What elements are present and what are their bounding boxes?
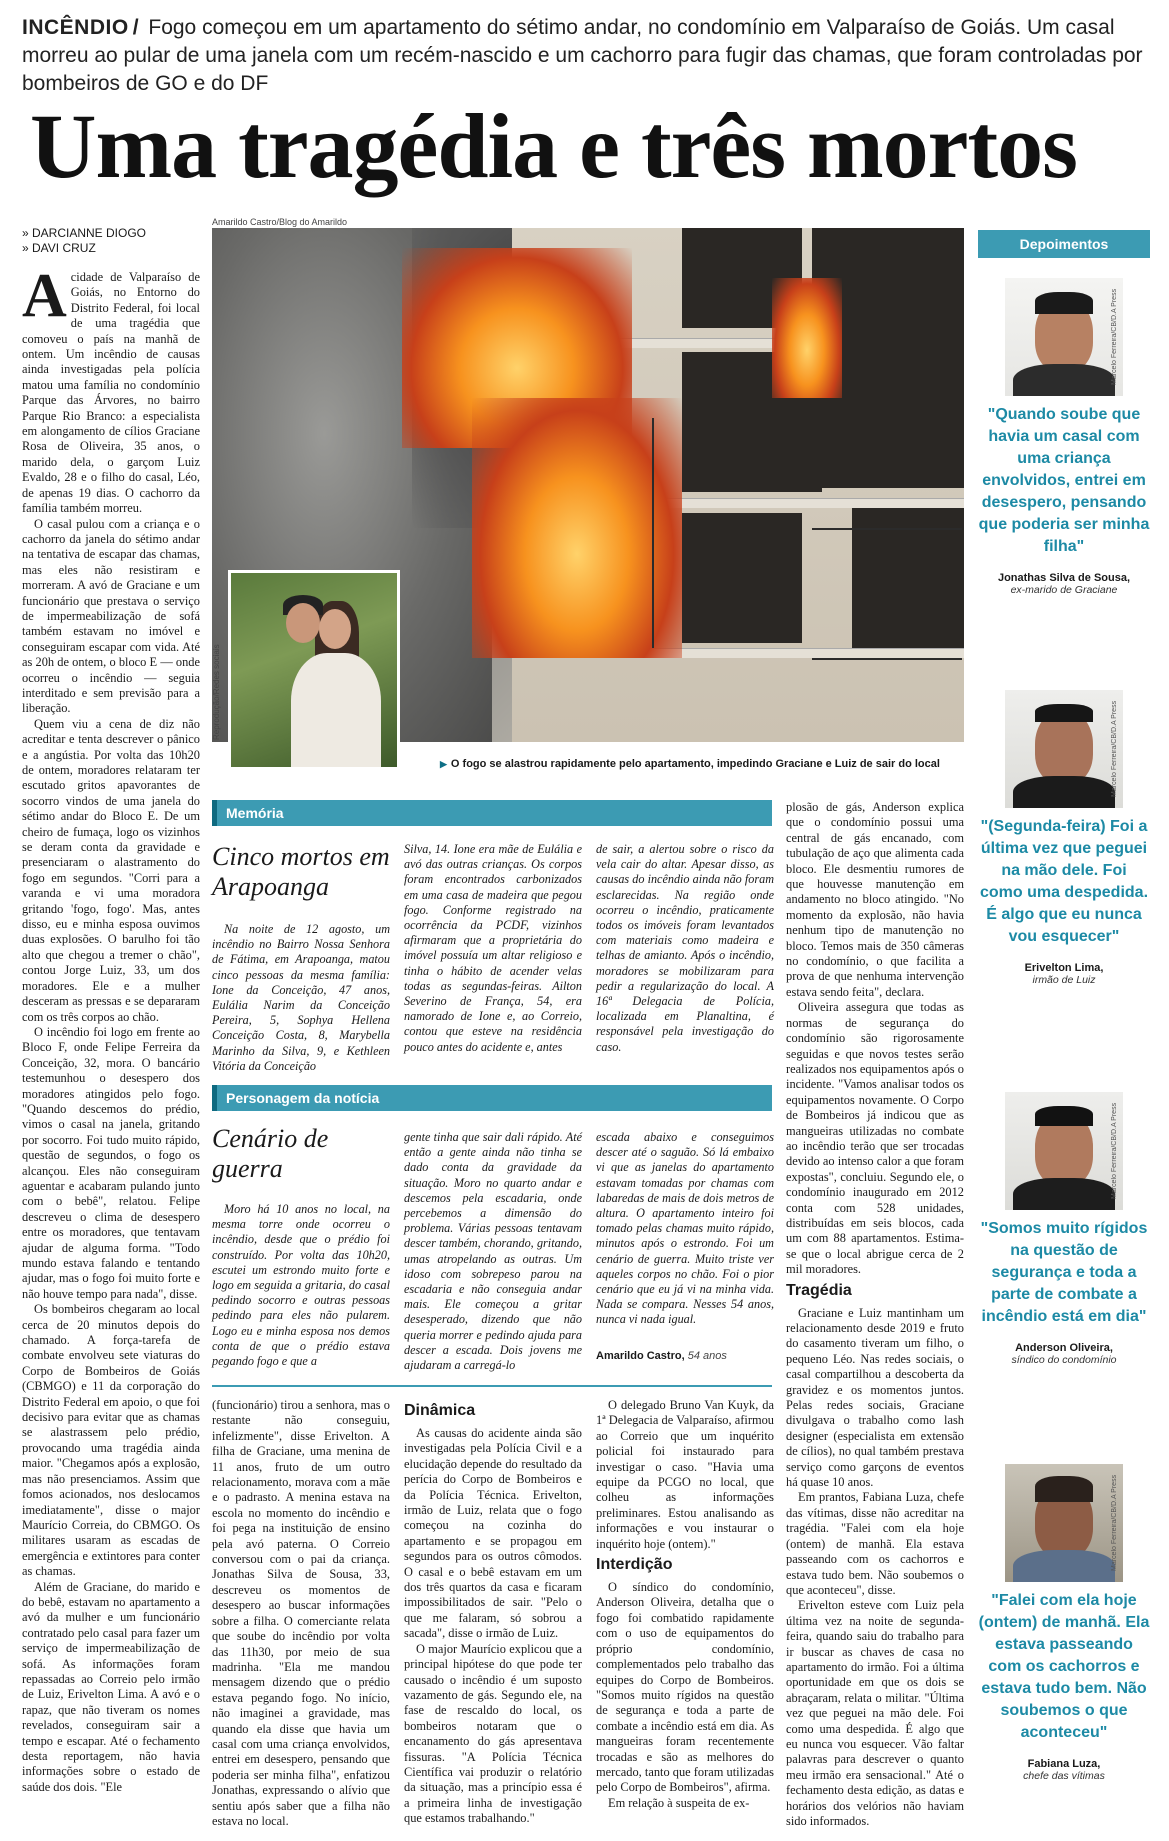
paragraph: cidade de Valparaíso de Goiás, no Entorno do Distrito Federal, foi local de uma tragédia que comoveu o país na manhã de ontem. Um incêndio de causas ainda investigadas pela polícia matou uma família no condomínio Parque das Árvores, no bairro Parque Rio Branco: a especialista em alongamento de cílios Graciane Rosa de Oliveira, 35 anos, o marido dela, o garçom Luiz Evaldo, 28 e o filho do casal, Léo, de apenas 19 dias. O cachorro da família também morreu. [22,270,200,516]
box-column [596,1130,774,1328]
box-title: Cenário de guerra [212,1124,329,1183]
section-bar-label: Memória [226,805,284,821]
paragraph: Os bombeiros chegaram ao local cerca de 20 minutos depois do chamado. A força-tarefa de combate envolveu sete viaturas do Corpo de Bombeiros de Goiás (CBMGO) e 11 da corporação do Distrito Federal em apoio, o que foi decisivo para evitar que as chamas se alastrassem pelo prédio, provocando uma tragédia ainda maior. "Chegamos após a explosão, mas não presenciamos. Assim que fomos acionados, nos deslocamos imediatamente", disse o major Maurício Correia, do CBMGO. Os militares usaram as escadas de emergência e extintores para conter as chamas. [22,1302,200,1579]
paragraph: O síndico do condomínio, Anderson Oliveira, detalha que o fogo foi combatido rapidamente com o uso de equipamentos do próprio condomínio, complementados pelo trabalho das equipes do Corpo de Bombeiros. "Somos muito rígidos na questão de segurança e toda a parte de combate a incêndio está em dia. As mangueiras foram recentemente trocadas e são as melhores do mercado, tanto que foram utilizadas pelo Corpo de Bombeiros", afirma. [596,1580,774,1795]
testimonial-role: irmão de Luiz [1032,974,1096,986]
caption-arrow-icon: ▶ [440,759,447,769]
portrait-photo [1005,278,1123,396]
testimonial [978,1464,1150,1782]
paragraph: Erivelton esteve com Luiz pela última vez na noite de segunda-feira, quando saiu do trabalho para ir buscar as chaves de casa no apartamento do irmão. Foi a última oportunidade em que os dois se abraçaram, relata o militar. "Última vez que peguei na mão dele. Foi como uma despedida. É algo que eu nunca vou esquecer. Vão faltar palavras para descrever o quanto meu irmão era sensacional." Até o fechamento desta edição, as datas e horários dos velórios não haviam sido informados. [786,1598,964,1828]
testimonial-name: Anderson Oliveira, [1015,1342,1113,1354]
photo-credit: Marcelo Ferreira/CB/D.A Press [1111,288,1118,386]
box-column [212,1202,390,1369]
box-title: Cinco mortos em Arapoanga [212,842,390,901]
paragraph: Silva, 14. Ione era mãe de Eulália e avó das outras crianças. Os corpos foram encontrados carbonizados em uma casa de madeira que pegou fogo. Conforme registrado na ocorrência da PCDF, vizinhos afirmaram que a proprietária do imóvel possuía um altar religioso e tinha o hábito de acender velas todas as segundas-feiras. Ailton Severino de França, 54, era namorado de Ione e, ao Correio, contou que esteve na residência pouco antes do acidente e, antes [404,842,582,1054]
subhead: Dinâmica [404,1402,476,1419]
section-bar-personagem [212,1085,772,1111]
photo-credit: Marcelo Ferreira/CB/D.A Press [1111,1102,1118,1200]
paragraph: Graciane e Luiz mantinham um relacionamento desde 2019 e fruto do casamento tiveram um filho, o pequeno Léo. Nas redes sociais, o casal compartilhou a descoberta da gravidez e os momentos juntos. Pelas redes sociais, Graciane divulgava o trabalho como lash designer (especialista em extensão de cílios), no qual também prestava serviço como garçons de eventos há quase 10 anos. [786,1305,964,1490]
section-bar-label: Personagem da notícia [226,1090,380,1106]
box-column [404,842,582,1055]
paragraph: As causas do acidente ainda são investigadas pela Polícia Civil e a elucidação depende do resultado da perícia do Corpo de Bombeiros e da Polícia Técnica. Erivelton, irmão de Luiz, relata que o fogo começou na cozinha do apartamento e se propagou em segundos para os outros cômodos. O casal e o bebê estavam em um dos três quartos da casa e ficaram impossibilitados de sair. "Pelo o que me falaram, só sobrou a sacada", disse o irmão de Luiz. [404,1426,582,1641]
testimonial-role: ex-marido de Graciane [1010,584,1118,596]
photo-credit: Marcelo Ferreira/CB/D.A Press [1111,1474,1118,1572]
paragraph: O major Maurício explicou que a principal hipótese do que pode ter causado o incêndio é um suposto vazamento de gás. Segundo ele, na fase de rescaldo do local, os bombeiros notaram que o encanamento do gás apresentava fissuras. "A Polícia Técnica Científica vai produzir o relatório da situação, mas a princípio essa é a primeira linha de investigação que estamos trabalhando." [404,1641,582,1826]
paragraph: Na noite de 12 agosto, um incêndio no Bairro Nossa Senhora de Fátima, em Arapoanga, matou cinco pessoas da mesma família: Ione da Conceição, 47 anos, Eulália Narim da Conceição Pereira, 5, Sophya Hellena Conceição Costa, 8, Marybella Marinho da Silva, 9, e Kethleen Vitória da Conceição [212,922,390,1073]
paragraph: Oliveira assegura que todas as normas de segurança do condomínio são rigorosamente seguidas e que novos testes serão realizados nos equipamentos após o incidente. "Vamos analisar todos os equipamentos novamente. O Corpo de Bombeiros já indicou que as mangueiras utilizadas no combate ao incêndio terão que ser trocadas devido ao intenso calor a que foram expostas", concluiu. Segundo ele, o condomínio inaugurado em 2012 conta com 528 unidades, distribuídas em seis blocos, cada um com 88 apartamentos. Estima-se que o local abrigue cerca de 2 mil moradores. [786,1000,964,1277]
article-column-4 [596,1398,774,1811]
paragraph: de sair, a alertou sobre o risco da vela cair do altar. Apesar disso, as causas do incêndio ainda não foram esclarecidas. Na região onde ocorreu o incêndio, praticamente todos os imóveis foram levantados com materiais como madeira e telhas de amianto. Após o incêndio, moradores se mobilizaram para pedir a regularização do local. A 16ª Delegacia de Polícia, localizada em Planaltina, é responsável pela investigação do caso. [596,842,774,1054]
section-bar-depoimentos: Depoimentos [978,230,1150,258]
kicker-slash: / [132,16,139,39]
section-bar-memoria [212,800,772,826]
paragraph: Moro há 10 anos no local, na mesma torre onde ocorreu o incêndio, desde que o prédio foi construído. Por volta das 10h20, escutei um estrondo muito forte e logo em seguida a gritaria, do casal pedindo socorro e outras pessoas pedindo para eles não pularem. Logo eu e minha esposa nos demos conta de que o prédio estava pegando fogo e que a [212,1202,390,1369]
testimonial-quote: "Quando soube que havia um casal com uma criança envolvidos, entrei em desespero, pensando que poderia ser minha filha" [978,406,1150,555]
paragraph: (funcionário) tirou a senhora, mas o restante não conseguiu, infelizmente", disse Erivelton. A filha de Graciane, uma menina de 11 anos, fruto de um outro relacionamento, morava com a mãe e o padrasto. A menina estava na escola no momento do incêndio e foi pega na instituição de ensino pela avó paterna. O Correio conversou com o pai da criança. Jonathas Silva de Sousa, 33, descreveu os momentos de desespero ao buscar informações sobre a filha. O comerciante relata que soube do incêndio por volta das 11h30, por meio de sua madrinha. "Ela me mandou mensagem dizendo que o prédio estava pegando fogo. No início, não imaginei a gravidade, mas quando ela disse que havia um casal com uma criança envolvidos, entrei em desespero, pensando que poderia ser minha filha", enfatizou Jonathas, expressando o alívio que sentiu após saber que a filha não estava no local. [212,1398,390,1828]
byline: » DARCIANNE DIOGO [22,226,147,240]
bylines [22,226,212,256]
article-column-5 [786,800,964,1829]
testimonial-quote: "(Segunda-feira) Foi a última vez que peguei na mão dele. Foi como uma despedida. É algo que eu nunca vou esquecer" [979,818,1149,945]
paragraph: plosão de gás, Anderson explica que o condomínio possui uma central de gás encanado, com tubulação de aço que alimenta cada bloco. Ele desmentiu rumores de que houvesse manutenção em andamento no bloco atingido. "No momento da explosão, não havia nenhum tipo de manutenção no bloco. Temos mais de 350 câmeras no condomínio, o que facilita a prova de que nenhuma intervenção estava sendo feita", declara. [786,800,964,999]
paragraph: O incêndio foi logo em frente ao Bloco F, onde Felipe Ferreira da Conceição, 32, mora. O bancário testemunhou o desespero dos moradores atingidos pelo fogo. "Quando descemos do prédio, vimos o casal na janela, gritando por socorro. Foi tudo muito rápido, questão de segundos, o fogo os alcançou. Eles não conseguiram aguentar e acabaram pulando junto com o bebê", relatou. Felipe descreveu o clima de desespero entre os moradores, que tentavam ajudar de alguma forma. "Todo mundo estava falando e tentando ajudar, mas o fogo foi muito forte e não houve tempo para nada", disse. [22,1024,200,1301]
quote-signature [596,1350,774,1362]
photo-credit: Reprodução/Redes sociais [212,644,221,740]
divider [212,1385,772,1387]
kicker-text: Fogo começou em um apartamento do sétimo andar, no condomínio em Valparaíso de Goiás. Um casal morreu ao pular de uma janela com um recém-nascido e um cachorro para fugir das chamas, que foram controladas por bombeiros de GO e do DF [22,16,1143,95]
box-column [596,842,774,1055]
box-column [404,1130,582,1373]
kicker [22,14,1152,98]
signature-age: 54 anos [687,1350,727,1362]
testimonial [978,1092,1150,1366]
portrait-photo [1005,1464,1123,1582]
paragraph: Em relação à suspeita de ex- [608,1795,750,1810]
testimonial [978,690,1150,986]
article-column-2 [212,1398,390,1829]
signature-name: Amarildo Castro, [596,1350,685,1362]
article-column-3 [404,1398,582,1827]
paragraph: gente tinha que sair dali rápido. Até então a gente ainda não tinha se dado conta da gravidade da situação. Moro no quarto andar e descemos pela escadaria, onde percebemos a dimensão do problema. Várias pessoas tentavam descer também, chorando, gritando, umas atropelando as outras. Um idoso com sobrepeso parou na escadaria e não conseguia andar mais. Ele começou a gritar desesperado, dizendo que não queria morrer e pedindo ajuda para descer a escada. Dois jovens me ajudaram a carregá-lo [404,1130,582,1373]
article-column-1 [22,270,200,1830]
paragraph: Além de Graciane, do marido e do bebê, estavam no apartamento a avó da mulher e um funcionário contratado pelo casal para fazer um serviço de impermeabilização de sofá. As informações foram repassadas ao Correio pelo irmão de Luiz, Erivelton Lima. A avó e o rapaz, que não tiveram os nomes revelados, conseguiram sair a tempo e escapar. Até o fechamento desta reportagem, não havia informações sobre o estado de saúde dos dois. "Ele [22,1579,200,1794]
photo-credit: Marcelo Ferreira/CB/D.A Press [1111,700,1118,798]
caption-text: O fogo se alastrou rapidamente pelo apartamento, impedindo Graciane e Luiz de sair do local [450,758,940,770]
paragraph: O casal pulou com a criança e o cachorro da janela do sétimo andar na tentativa de escapar das chamas, mas eles não resistiram e morreram. A avó de Graciane e um funcionário que prestava o serviço de impermeabilização de sofá também estavam no imóvel e conseguiram escapar com vida. Até as 20h de ontem, o bloco E — onde ocorreu o incêndio — seguia interditado e sem previsão para a liberação. [22,516,200,716]
headline: Uma tragédia e três mortos [30,95,1077,197]
paragraph: Em prantos, Fabiana Luza, chefe das vítimas, disse não acreditar na tragédia. "Falei com ela hoje (ontem) de manhã. Ela estava passeando com os cachorros e estava tudo bem. Não soubemos o que aconteceu", disse. [786,1490,964,1597]
testimonial-quote: "Falei com ela hoje (ontem) de manhã. Ela estava passeando com os cachorros e estava tudo bem. Não soubemos o que aconteceu" [978,1592,1150,1741]
testimonial-name: Jonathas Silva de Sousa, [997,572,1131,584]
portrait-photo [1005,1092,1123,1210]
testimonial-role: chefe das vítimas [1023,1770,1105,1782]
paragraph: O delegado Bruno Van Kuyk, da 1ª Delegacia de Valparaíso, afirmou ao Correio que um inquérito policial foi instaurado para investigar o caso. "Havia uma equipe da PCGO no local, que colheu as informações preliminares. Estou analisando as informações e vou instaurar o inquérito hoje (ontem)." [596,1398,774,1551]
subhead: Tragédia [786,1281,852,1299]
paragraph: escada abaixo e conseguimos descer até o saguão. Só lá embaixo vi que as janelas do apartamento estavam tomadas por chamas com labaredas de mais de dois metros de altura. O apartamento inteiro foi tomado pelas chamas muito rápido, minutos após o estrondo. Foi um cenário de guerra. Muito triste ver aqueles corpos no chão. Foi o pior cenário que eu já vi na minha vida. Nada se compara. Nesses 54 anos, nunca vi nada igual. [596,1130,774,1327]
byline: » DAVI CRUZ [22,241,96,255]
paragraph: Quem viu a cena de diz não acreditar e tenta descrever o pânico e a angústia. Por volta das 10h20 de ontem, moradores relataram ter escutado gritos apavorantes de socorro vindos de uma janela do sétimo andar do Bloco E. De um cheiro de fumaça, logo os vizinhos se deram conta da gravidade e presenciaram o alastramento do fogo em segundos. "Corri para a varanda e vi uma moradora gritando 'fogo, fogo'. Mas, antes disso, eu e minha esposa ouvimos duas explosões. O barulho foi tão alto que chegou a tremer o chão", contou Jorge Luiz, 33, um dos moradores. Ele e a mulher desceram as pressas e se depararam com os três corpos ao chão. [22,716,200,1024]
box-column [212,922,390,1074]
section-tag: INCÊNDIO [22,16,129,39]
testimonial-name: Fabiana Luza, [1027,1758,1101,1770]
testimonial-role: síndico do condomínio [1011,1354,1117,1366]
couple-photo [228,570,400,770]
portrait-photo [1005,690,1123,808]
testimonial-quote: "Somos muito rígidos na questão de segurança e toda a parte de combate a incêndio está em dia" [980,1220,1148,1325]
photo-credit: Amarildo Castro/Blog do Amarildo [212,217,348,227]
photo-caption [440,758,960,770]
testimonial-name: Erivelton Lima, [1024,962,1104,974]
dropcap: A [22,270,67,330]
subhead: Interdição [596,1556,673,1574]
testimonial [978,278,1150,596]
